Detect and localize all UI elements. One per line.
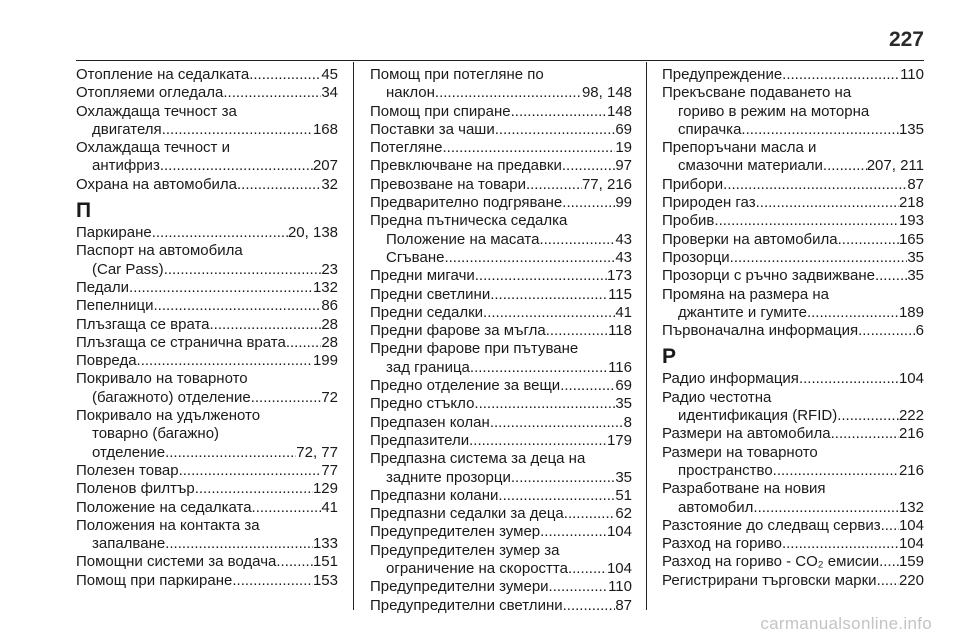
- leader-dots: [782, 66, 900, 84]
- index-entry: [662, 249, 924, 267]
- page-reference: 104: [606, 523, 632, 541]
- leader-dots: [152, 224, 288, 242]
- leader-dots: [539, 231, 615, 249]
- entry-text: Покривало на удълженото: [76, 407, 261, 425]
- page-reference: 179: [606, 431, 632, 449]
- leader-dots: [858, 322, 916, 340]
- entry-text: Регистрирани търговски марки: [662, 571, 877, 589]
- page-reference: 32: [321, 175, 338, 193]
- entry-text: Охлаждаща течност и: [76, 139, 230, 157]
- leader-dots: [799, 370, 899, 388]
- entry-text: смазочни материали: [678, 157, 823, 175]
- column-divider: [646, 62, 647, 610]
- page-reference: 104: [898, 370, 924, 388]
- index-entry: [370, 157, 632, 175]
- entry-text: Пробив: [662, 212, 715, 230]
- entry-text: Прозорци с ръчно задвижване: [662, 267, 875, 285]
- entry-text: Помощ при спиране: [370, 102, 511, 120]
- leader-dots: [564, 505, 616, 523]
- entry-text: антифриз: [92, 157, 160, 175]
- index-entry: [662, 322, 924, 340]
- leader-dots: [490, 286, 608, 304]
- page-reference: 165: [898, 230, 924, 248]
- leader-dots: [495, 121, 616, 139]
- index-entry: [370, 523, 632, 541]
- entry-text: Размери на автомобила: [662, 425, 831, 443]
- index-entry: [76, 297, 338, 315]
- index-entry: [76, 139, 338, 176]
- entry-text: Предупреждение: [662, 66, 783, 83]
- page-reference: 199: [312, 352, 338, 370]
- leader-dots: [730, 249, 908, 267]
- leader-dots: [568, 560, 607, 578]
- entry-text: Педали: [76, 278, 130, 296]
- leader-dots: [773, 462, 899, 480]
- page-reference: 99: [615, 194, 632, 212]
- index-entry: [76, 407, 338, 462]
- page-reference: 35: [907, 248, 924, 266]
- entry-text: Предпазна система за деца на: [370, 450, 586, 468]
- index-entry: [76, 462, 338, 480]
- entry-text: (багажното) отделение: [92, 388, 251, 406]
- entry-text: Отопляеми огледала: [76, 84, 224, 102]
- index-column-1: [76, 66, 338, 590]
- page-reference: 77: [321, 461, 338, 479]
- entry-text: Покривало на товарното: [76, 370, 248, 388]
- index-entry: [662, 267, 924, 285]
- leader-dots: [162, 121, 313, 139]
- index-entry: [76, 480, 338, 498]
- section-letter: П: [76, 199, 92, 223]
- entry-text: Паркиране: [76, 224, 152, 242]
- leader-dots: [511, 469, 615, 487]
- entry-text: Предварително подгряване: [370, 194, 563, 212]
- page-reference: 98, 148: [581, 84, 632, 102]
- entry-text: Предупредителен зумер за: [370, 541, 560, 559]
- entry-text: товарно (багажно): [92, 425, 220, 443]
- leader-dots: [237, 176, 321, 194]
- page-reference: 19: [615, 139, 632, 157]
- leader-dots: [526, 176, 582, 194]
- entry-text: Повреда: [76, 352, 137, 370]
- entry-text: зад граница: [386, 358, 470, 376]
- index-entry: [76, 316, 338, 334]
- index-entry: [662, 553, 924, 571]
- index-entry: [370, 505, 632, 523]
- entry-text: Разход на гориво: [662, 535, 782, 553]
- page-reference: 28: [321, 315, 338, 333]
- page-reference: 159: [898, 553, 924, 571]
- page-reference: 97: [615, 157, 632, 175]
- index-entry: [76, 242, 338, 279]
- index-entry: [76, 224, 338, 242]
- leader-dots: [475, 267, 607, 285]
- leader-dots: [129, 279, 313, 297]
- leader-dots: [442, 139, 615, 157]
- leader-dots: [540, 523, 607, 541]
- index-entry: [662, 444, 924, 481]
- leader-dots: [232, 572, 313, 590]
- page-reference: 218: [898, 194, 924, 212]
- entry-text: Радио информация: [662, 370, 799, 388]
- leader-dots: [562, 194, 615, 212]
- entry-text: (Car Pass): [92, 260, 164, 278]
- leader-dots: [490, 414, 624, 432]
- entry-text: Потегляне: [370, 139, 443, 157]
- page-reference: 8: [623, 413, 632, 431]
- entry-text: Положения на контакта за: [76, 516, 260, 534]
- entry-text: Предпазни седалки за деца: [370, 505, 564, 523]
- page-reference: 173: [606, 267, 632, 285]
- index-entry: [370, 66, 632, 103]
- index-entry: [76, 334, 338, 352]
- index-entry: [662, 286, 924, 323]
- entry-text: отделение: [92, 443, 166, 461]
- index-entry: [370, 212, 632, 230]
- index-entry: [370, 597, 632, 615]
- entry-text: спирачка: [678, 120, 742, 138]
- leader-dots: [165, 444, 296, 462]
- entry-text: Предупредителни светлини: [370, 596, 563, 614]
- leader-dots: [753, 499, 899, 517]
- entry-text: Поленов филтър: [76, 480, 195, 498]
- index-entry: [662, 231, 924, 249]
- entry-text: Предни светлини: [370, 285, 491, 303]
- page-number: 227: [888, 28, 924, 51]
- index-entry: [662, 66, 924, 84]
- page-reference: 35: [615, 468, 632, 486]
- entry-text: двигателя: [92, 120, 162, 138]
- page-reference: 23: [321, 260, 338, 278]
- leader-dots: [879, 553, 899, 571]
- leader-dots: [160, 157, 313, 175]
- page-reference: 51: [615, 486, 632, 504]
- page-reference: 148: [606, 102, 632, 120]
- page-reference: 129: [312, 480, 338, 498]
- index-entry: [370, 432, 632, 450]
- entry-text: Помощ при потегляне по: [370, 66, 544, 83]
- index-column-3: [662, 66, 924, 590]
- leader-dots: [470, 359, 608, 377]
- page-reference: 110: [608, 578, 632, 596]
- entry-text: Паспорт на автомобила: [76, 242, 243, 260]
- entry-text: джантите и гумите: [678, 303, 807, 321]
- index-entry: [370, 286, 632, 304]
- page-reference: 110: [900, 66, 924, 83]
- index-entry: [370, 542, 632, 579]
- page-reference: 35: [615, 395, 632, 413]
- index-entry: [370, 578, 632, 596]
- page-reference: 133: [312, 535, 338, 553]
- section-letter: Р: [662, 345, 677, 369]
- page-reference: 20, 138: [287, 224, 338, 242]
- entry-text: Предни фарове при пътуване: [370, 340, 579, 358]
- entry-text: Полезен товар: [76, 461, 179, 479]
- index-entry: [370, 139, 632, 157]
- entry-text: Предпазен колан: [370, 413, 490, 431]
- page-reference: 35: [907, 267, 924, 285]
- entry-text: Размери на товарното: [662, 443, 818, 461]
- index-entry: [662, 212, 924, 230]
- leader-dots: [223, 84, 321, 102]
- leader-dots: [562, 157, 615, 175]
- entry-text: Разстояние до следващ сервиз: [662, 516, 881, 534]
- page-reference: 116: [608, 358, 632, 376]
- page-reference: 207: [312, 157, 338, 175]
- index-entry: [662, 194, 924, 212]
- leader-dots: [252, 499, 322, 517]
- entry-text: Промяна на размера на: [662, 285, 830, 303]
- entry-text: Прекъсване подаването на: [662, 84, 852, 102]
- entry-text: пространство: [678, 461, 773, 479]
- entry-text: Разход на гориво - CO₂ емисии: [662, 553, 880, 571]
- page-reference: 153: [312, 571, 338, 589]
- page-reference: 207, 211: [866, 157, 924, 175]
- page-reference: 132: [898, 498, 924, 516]
- page-reference: 43: [615, 248, 632, 266]
- index-entry: [370, 249, 632, 267]
- page-reference: 104: [898, 535, 924, 553]
- entry-text: Положение на седалката: [76, 498, 252, 516]
- page-reference: 45: [321, 66, 338, 83]
- entry-text: Превключване на предавки: [370, 157, 562, 175]
- leader-dots: [276, 553, 313, 571]
- leader-dots: [837, 407, 899, 425]
- index-entry: [662, 425, 924, 443]
- entry-text: гориво в режим на моторна: [678, 102, 870, 120]
- leader-dots: [179, 462, 322, 480]
- entry-text: Охлаждаща течност за: [76, 102, 237, 120]
- leader-dots: [877, 572, 899, 590]
- index-entry: [662, 84, 924, 139]
- index-entry: [662, 517, 924, 535]
- page-reference: 34: [321, 84, 338, 102]
- entry-text: Предни фарове за мъгла: [370, 322, 546, 340]
- leader-dots: [474, 395, 615, 413]
- entry-text: Охрана на автомобила: [76, 175, 238, 193]
- index-entry: [76, 517, 338, 554]
- leader-dots: [286, 334, 321, 352]
- page-reference: 87: [907, 175, 924, 193]
- header-rule: [76, 60, 924, 61]
- leader-dots: [714, 212, 899, 230]
- index-column-2: [370, 66, 632, 615]
- leader-dots: [444, 249, 615, 267]
- index-entry: [76, 279, 338, 297]
- entry-text: наклон: [386, 84, 435, 102]
- index-entry: [76, 84, 338, 102]
- entry-text: Радио честотна: [662, 388, 772, 406]
- leader-dots: [498, 487, 615, 505]
- entry-text: Предно стъкло: [370, 395, 475, 413]
- page-reference: 43: [615, 230, 632, 248]
- index-entry: [370, 340, 632, 377]
- index-entry: [370, 231, 632, 249]
- leader-dots: [153, 297, 321, 315]
- entry-text: Първоначална информация: [662, 322, 859, 340]
- leader-dots: [249, 66, 321, 84]
- entry-text: Помощни системи за водача: [76, 553, 277, 571]
- index-entry: [370, 414, 632, 432]
- index-entry: [662, 535, 924, 553]
- entry-text: задните прозорци: [386, 468, 511, 486]
- entry-text: Предпазни колани: [370, 486, 499, 504]
- leader-dots: [782, 535, 899, 553]
- leader-dots: [210, 316, 322, 334]
- leader-dots: [881, 517, 899, 535]
- entry-text: Разработване на новия: [662, 480, 826, 498]
- index-entry: [662, 176, 924, 194]
- page-reference: 193: [898, 212, 924, 230]
- page-reference: 189: [898, 303, 924, 321]
- page-reference: 132: [312, 278, 338, 296]
- page-reference: 104: [606, 560, 632, 578]
- leader-dots: [563, 597, 616, 615]
- page-reference: 69: [615, 120, 632, 138]
- index-entry: [370, 487, 632, 505]
- entry-text: запалване: [92, 535, 166, 553]
- entry-text: Предни седалки: [370, 303, 484, 321]
- leader-dots: [807, 304, 899, 322]
- page-reference: 86: [321, 297, 338, 315]
- leader-dots: [831, 425, 899, 443]
- page-reference: 28: [321, 333, 338, 351]
- index-entry: [370, 450, 632, 487]
- index-entry: [76, 572, 338, 590]
- entry-text: идентификация (RFID): [678, 407, 838, 425]
- page-reference: 216: [898, 425, 924, 443]
- index-entry: [370, 103, 632, 121]
- index-entry: [370, 322, 632, 340]
- entry-text: Предупредителни зумери: [370, 578, 549, 596]
- page-reference: 222: [898, 407, 924, 425]
- page-reference: 62: [615, 505, 632, 523]
- index-entry: [662, 480, 924, 517]
- index-entry: [370, 304, 632, 322]
- index-entry: [370, 176, 632, 194]
- entry-text: ограничение на скоростта: [386, 560, 568, 578]
- entry-text: Предупредителен зумер: [370, 523, 541, 541]
- index-entry: [76, 499, 338, 517]
- leader-dots: [546, 322, 608, 340]
- entry-text: автомобил: [678, 498, 754, 516]
- page-reference: 118: [608, 322, 632, 340]
- leader-dots: [823, 157, 867, 175]
- page-reference: 41: [321, 498, 338, 516]
- page-reference: 41: [615, 303, 632, 321]
- entry-text: Проверки на автомобила: [662, 230, 838, 248]
- entry-text: Помощ при паркиране: [76, 571, 233, 589]
- index-entry: [662, 572, 924, 590]
- index-entry: [76, 352, 338, 370]
- page-reference: 104: [898, 516, 924, 534]
- watermark: carmanualsonline.info: [760, 614, 932, 633]
- index-entry: [76, 176, 338, 194]
- index-entry: [370, 121, 632, 139]
- page-reference: 72, 77: [296, 443, 338, 461]
- page-reference: 168: [312, 120, 338, 138]
- entry-text: Предна пътническа седалка: [370, 212, 568, 230]
- entry-text: Плъзгаща се врата: [76, 315, 210, 333]
- leader-dots: [435, 84, 582, 102]
- entry-text: Предпазители: [370, 431, 470, 449]
- index-entry: [662, 370, 924, 388]
- entry-text: Предни мигачи: [370, 267, 475, 285]
- leader-dots: [560, 377, 615, 395]
- page-reference: 220: [898, 571, 924, 589]
- index-entry: [662, 139, 924, 176]
- entry-text: Предно отделение за вещи: [370, 377, 561, 395]
- page-reference: 87: [615, 596, 632, 614]
- leader-dots: [137, 352, 313, 370]
- index-entry: [370, 395, 632, 413]
- leader-dots: [741, 121, 899, 139]
- leader-dots: [875, 267, 907, 285]
- entry-text: Препоръчани масла и: [662, 139, 817, 157]
- entry-text: Положение на масата: [386, 230, 540, 248]
- page-reference: 69: [615, 377, 632, 395]
- page-reference: 151: [312, 553, 338, 571]
- index-entry: [662, 389, 924, 426]
- leader-dots: [723, 176, 907, 194]
- entry-text: Пепелници: [76, 297, 154, 315]
- entry-text: Сгъване: [386, 248, 445, 266]
- index-entry: [370, 194, 632, 212]
- leader-dots: [195, 480, 313, 498]
- index-entry: [76, 370, 338, 407]
- entry-text: Плъзгаща се странична врата: [76, 333, 286, 351]
- page-reference: 6: [915, 322, 924, 340]
- entry-text: Превозване на товари: [370, 175, 526, 193]
- entry-text: Отопление на седалката: [76, 66, 250, 83]
- leader-dots: [756, 194, 899, 212]
- index-entry: [370, 377, 632, 395]
- page-reference: 135: [898, 120, 924, 138]
- index-entry: [76, 66, 338, 84]
- entry-text: Прозорци: [662, 248, 730, 266]
- index-entry: [76, 103, 338, 140]
- leader-dots: [838, 231, 899, 249]
- leader-dots: [251, 389, 322, 407]
- entry-text: Природен газ: [662, 194, 756, 212]
- page-reference: 72: [321, 388, 338, 406]
- page-reference: 216: [898, 461, 924, 479]
- leader-dots: [483, 304, 615, 322]
- leader-dots: [511, 103, 607, 121]
- leader-dots: [469, 432, 607, 450]
- page-reference: 115: [608, 285, 632, 303]
- column-divider: [353, 62, 354, 610]
- index-entry: [76, 553, 338, 571]
- leader-dots: [549, 578, 609, 596]
- index-entry: [370, 267, 632, 285]
- leader-dots: [165, 535, 313, 553]
- page-reference: 77, 216: [581, 175, 632, 193]
- entry-text: Прибори: [662, 175, 724, 193]
- entry-text: Поставки за чаши: [370, 120, 495, 138]
- leader-dots: [164, 261, 322, 279]
